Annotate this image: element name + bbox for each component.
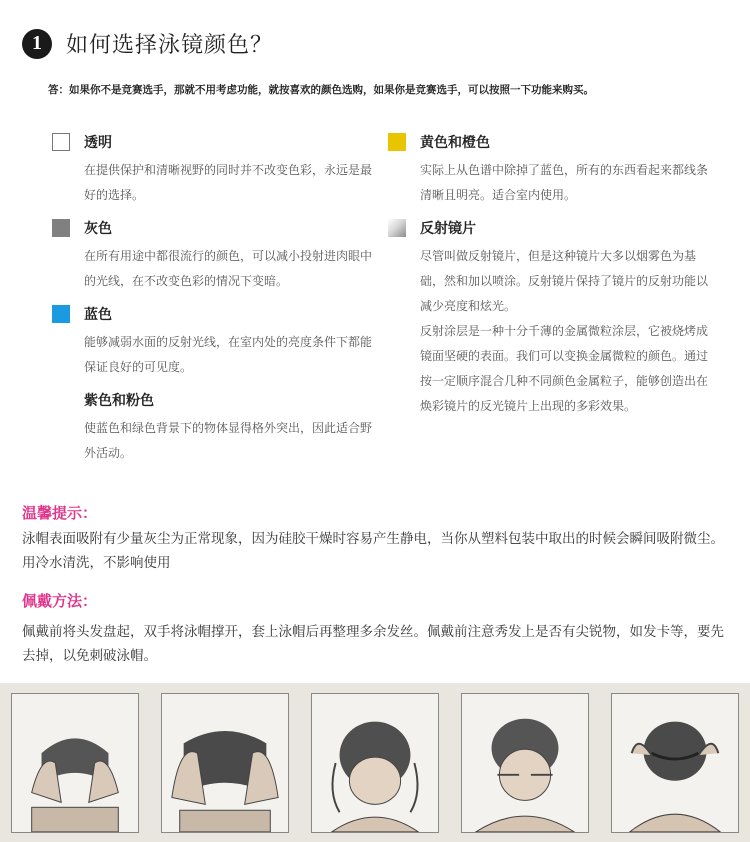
right-color-column xyxy=(388,130,718,427)
color-item-gray xyxy=(52,216,372,294)
reflective-swatch-icon xyxy=(388,219,406,237)
page-title: 如何选择泳镜颜色？ xyxy=(66,33,274,58)
color-description-extra: 反射涂层是一种十分千薄的金属微粒涂层，它被烧烤成镜面坚硬的表面。我们可以变换金属微粒的颜色。通过按一定顺序混合几种不同颜色金属粒子，能够创造出在焕彩镜片的反光镜片上出现的多彩效果。 xyxy=(420,324,709,413)
clear-swatch-icon xyxy=(52,133,70,151)
color-title: 透明 xyxy=(84,135,112,151)
color-item-blue xyxy=(52,302,372,380)
step-4-illustration xyxy=(461,693,589,833)
tips-text: 泳帽表面吸附有少量灰尘为正常现象，因为硅胶干燥时容易产生静电，当你从塑料包装中取出的时候会瞬间吸附微尘。用冷水清洗，不影响使用 xyxy=(22,531,724,571)
wearing-steps-illustration xyxy=(0,683,750,842)
left-color-column xyxy=(52,130,372,474)
color-description: 在所有用途中都很流行的颜色，可以减小投射进肉眼中的光线，在不改变色彩的情况下变暗。 xyxy=(84,249,373,288)
number-badge: 1 xyxy=(22,29,52,59)
answer-text: 答：如果你不是竞赛选手，那就不用考虑功能，就按喜欢的颜色选购，如果你是竞赛选手，可以按照一下功能来购买。 xyxy=(48,84,594,96)
step-3-illustration xyxy=(311,693,439,833)
color-title: 蓝色 xyxy=(84,307,112,323)
step-5-illustration xyxy=(611,693,739,833)
color-title: 紫色和粉色 xyxy=(84,393,154,409)
color-description: 在提供保护和清晰视野的同时并不改变色彩，永远是最好的选择。 xyxy=(84,163,373,202)
color-item-yellow-orange xyxy=(388,130,718,208)
section-header xyxy=(22,28,273,59)
gray-swatch-icon xyxy=(52,219,70,237)
color-description: 使蓝色和绿色背景下的物体显得格外突出，因此适合野外活动。 xyxy=(84,421,373,460)
color-title: 灰色 xyxy=(84,221,112,237)
blue-swatch-icon xyxy=(52,305,70,323)
step-1-illustration xyxy=(11,693,139,833)
color-item-reflective xyxy=(388,216,718,419)
wearing-text: 佩戴前将头发盘起，双手将泳帽撑开，套上泳帽后再整理多余发丝。佩戴前注意秀发上是否有尖锐物，如发卡等，要先去掉，以免刺破泳帽。 xyxy=(22,624,724,664)
color-description: 尽管叫做反射镜片，但是这种镜片大多以烟雾色为基础，然和加以喷涂。反射镜片保持了镜片的反射功能以减少亮度和炫光。 xyxy=(420,249,709,313)
step-2-illustration xyxy=(161,693,289,833)
color-description: 实际上从色谱中除掉了蓝色，所有的东西看起来都线条清晰且明亮。适合室内使用。 xyxy=(420,163,709,202)
yellow-swatch-icon xyxy=(388,133,406,151)
color-title: 黄色和橙色 xyxy=(420,135,490,151)
color-title: 反射镜片 xyxy=(420,221,476,237)
color-item-purple-pink xyxy=(52,388,372,466)
color-description: 能够减弱水面的反射光线，在室内处的亮度条件下都能保证良好的可见度。 xyxy=(84,335,373,374)
tips-title: 温馨提示： xyxy=(22,504,98,522)
wearing-title: 佩戴方法： xyxy=(22,592,98,610)
color-item-clear xyxy=(52,130,372,208)
